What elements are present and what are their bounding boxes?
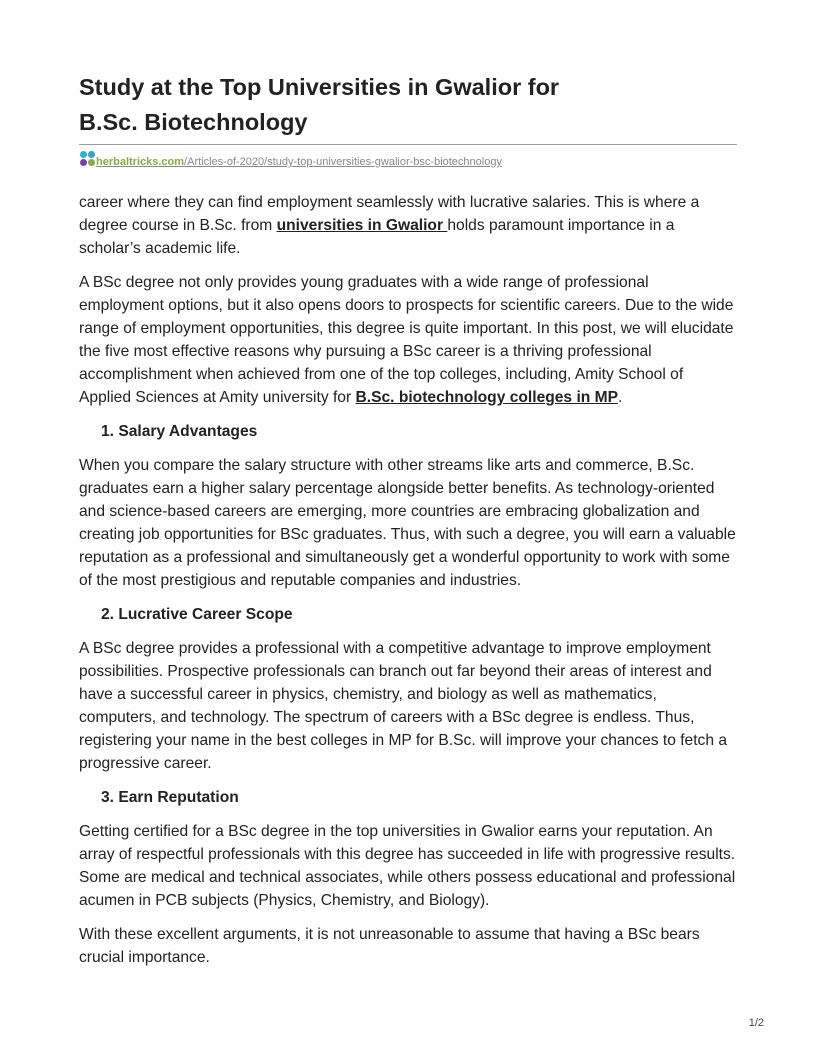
title-line-2: B.Sc. Biotechnology [79, 109, 308, 135]
page-title [79, 70, 639, 140]
universities-in-gwalior-link[interactable]: universities in Gwalior [276, 217, 448, 234]
heading-earn-reputation: 3. Earn Reputation [101, 789, 239, 806]
page-number: 1/2 [748, 1017, 764, 1029]
document-page [79, 70, 737, 980]
paragraph-text: holds paramount importance in a scholar’s academic life. [79, 217, 675, 257]
paragraph-conclusion: With these excellent arguments, it is not unreasonable to assume that having a BSc bears crucial importance. [79, 926, 700, 966]
bsc-biotechnology-colleges-link[interactable]: B.Sc. biotechnology colleges in MP [355, 389, 619, 406]
paragraph-text: A BSc degree not only provides young graduates with a wide range of professional employment options, but it also opens doors to prospects for scientific careers. Due to the wide range of employment opportunities, this degree is quite important. In this post, we will elucidate the five most effective reasons why pursuing a BSc career is a thriving professional accomplishment when achieved from one of the top colleges, including, Amity School of Applied Sciences at Amity university for [79, 274, 734, 406]
source-domain: herbaltricks.com [96, 156, 185, 168]
paragraph-salary: When you compare the salary structure with other streams like arts and commerce, B.Sc. graduates earn a higher salary percentage alongside better benefits. As technology-oriented and science-based careers are emerging, more countries are embracing globalization and creating job opportunities for BSc graduates. Thus, with such a degree, you will earn a valuable reputation as a professional and simultaneously get a wonderful opportunity to work with some of the most prestigious and reputable companies and industries. [79, 457, 736, 589]
paragraph-reputation: Getting certified for a BSc degree in the top universities in Gwalior earns your reputation. An array of respectful professionals with this degree has succeeded in life with progressive results. Some are medical and technical associates, while others possess educational and professional acumen in PCB subjects (Physics, Chemistry, and Biology). [79, 823, 736, 909]
title-divider [79, 144, 737, 145]
paragraph-bsc-degree [79, 271, 737, 409]
source-line [79, 151, 737, 169]
source-path: /Articles-of-2020/study-top-universities-gwalior-bsc-biotechnology [184, 156, 502, 168]
paragraph-text: . [618, 389, 623, 406]
source-url-link[interactable] [96, 153, 502, 171]
paragraph-career-scope: A BSc degree provides a professional with a competitive advantage to improve employment possibilities. Prospective professionals can branch out far beyond their areas of interest and have a successful career in physics, chemistry, and biology as well as mathematics, computers, and technology. The spectrum of careers with a BSc degree is endless. Thus, registering your name in the best colleges in MP for B.Sc. will improve your chances to fetch a progressive career. [79, 640, 728, 772]
paragraph-intro [79, 191, 737, 260]
article-body [79, 191, 737, 969]
heading-career-scope: 2. Lucrative Career Scope [101, 606, 293, 623]
site-logo-icon [79, 151, 95, 167]
paragraph-text: career where they can find employment seamlessly with lucrative salaries. This is where a degree course in B.Sc. from [79, 194, 700, 234]
heading-salary-advantages: 1. Salary Advantages [101, 423, 258, 440]
title-line-1: Study at the Top Universities in Gwalior for [79, 74, 560, 100]
